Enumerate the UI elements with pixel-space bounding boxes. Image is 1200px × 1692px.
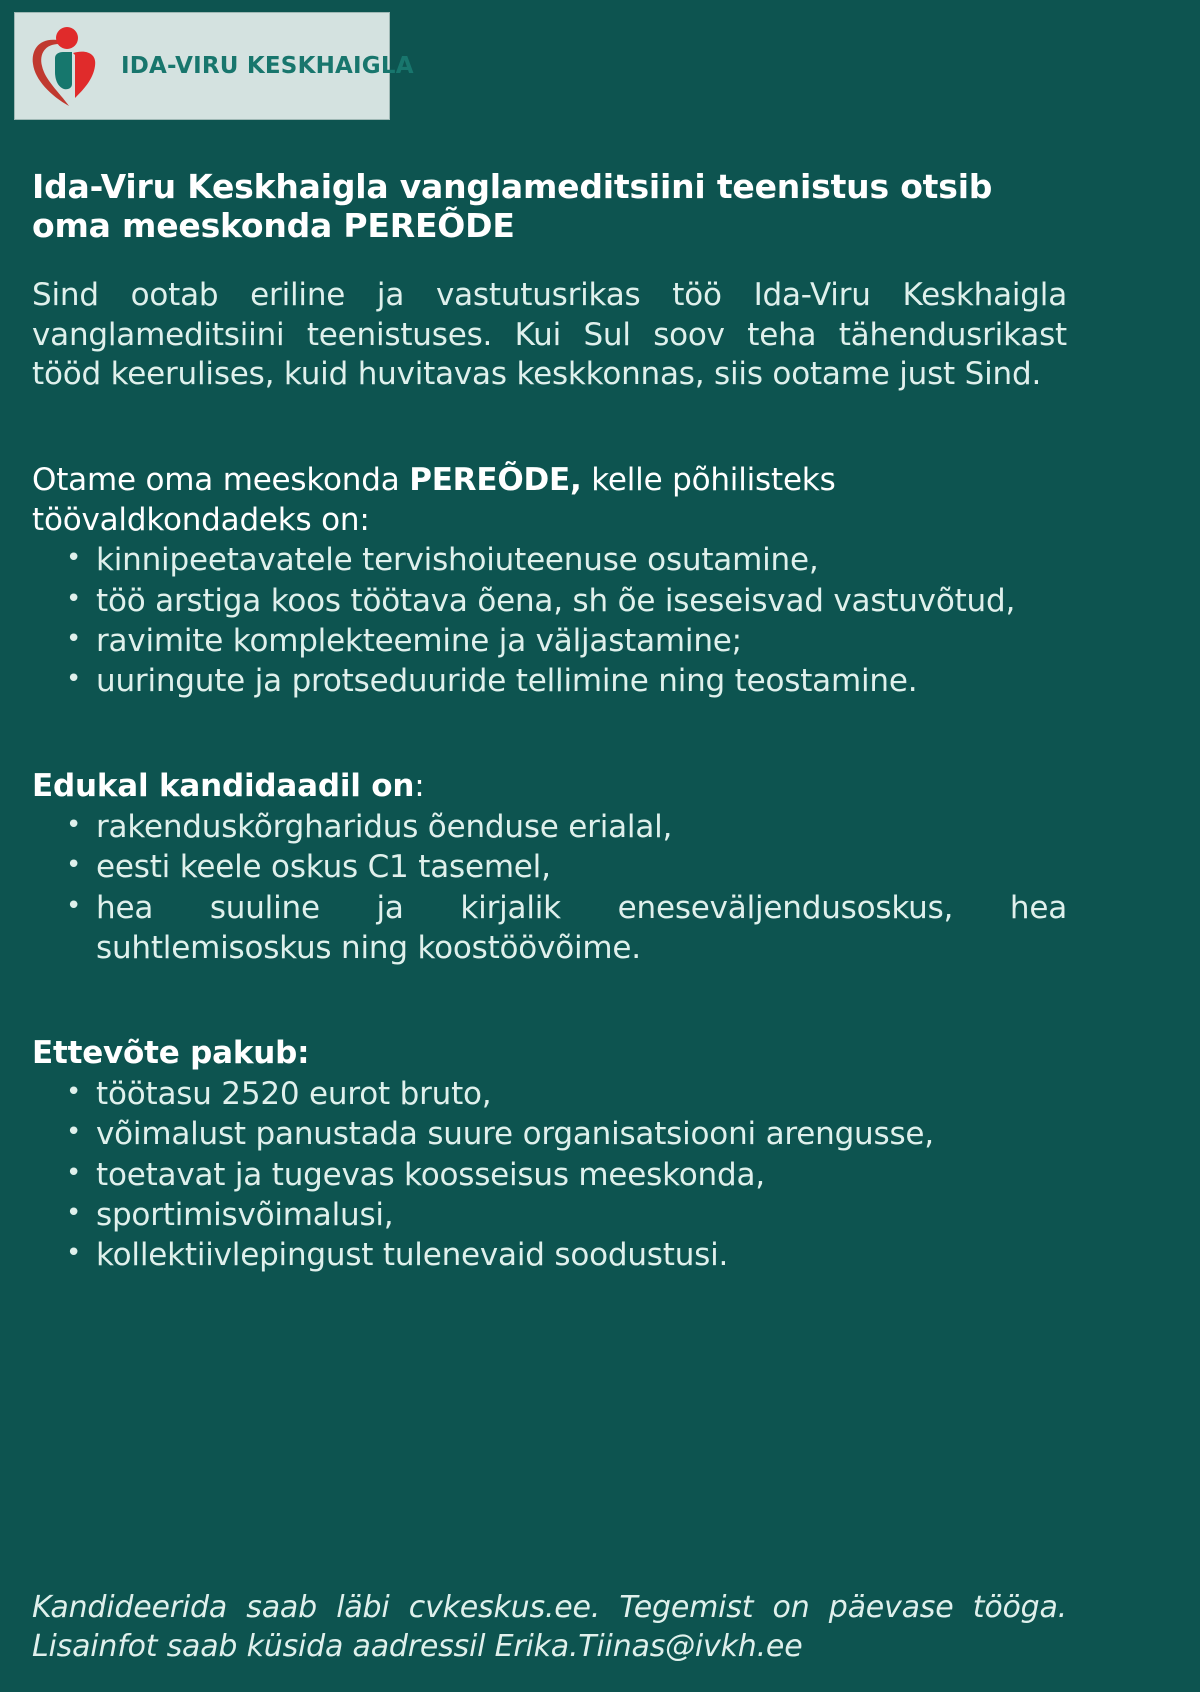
requirements-title-bold: Edukal kandidaadil on — [32, 768, 415, 805]
requirements-title-suffix: : — [414, 768, 425, 805]
tasks-lead — [32, 461, 1067, 540]
offer-title — [32, 1034, 1067, 1074]
hospital-logo-icon — [29, 22, 107, 110]
intro-paragraph: Sind ootab eriline ja vastutusrikas töö Ida-Viru Keskhaigla vanglameditsiini teenistuses. Kui Sul soov teha tähendusrikast tööd keerulises, kuid huvitavas keskkonnas, siis ootame just Sind. — [32, 276, 1067, 393]
application-info — [32, 1588, 1067, 1666]
company-logo-box — [14, 12, 414, 120]
tasks-lead-after: kelle põhilisteks töövaldkondadeks on: — [32, 461, 836, 538]
list-item: • toetavat ja tugevas koosseisus meeskonda, — [96, 1155, 1067, 1195]
contact-email-text: Lisainfot saab küsida aadressil Erika.Tiinas@ivkh.ee — [32, 1629, 803, 1664]
spacer — [32, 701, 1067, 767]
tasks-lead-before: Otame oma meeskonda — [32, 461, 410, 498]
offer-bullet-list — [32, 1074, 1067, 1275]
list-item: • kollektiivlepingust tulenevaid soodustusi. — [96, 1235, 1067, 1275]
company-wordmark: IDA-VIRU KESKHAIGLA — [121, 53, 414, 79]
requirements-bullet-list — [32, 807, 1067, 968]
list-item: • töö arstiga koos töötava õena, sh õe iseseisvad vastuvõtud, — [96, 581, 1067, 621]
requirements-title — [32, 767, 1067, 807]
tasks-lead-bold: PEREÕDE, — [409, 461, 582, 498]
application-channel-text: Kandideerida saab läbi cvkeskus.ee. Tegemist on päevase tööga. — [32, 1590, 1067, 1625]
list-item: • eesti keele oskus C1 tasemel, — [96, 847, 1067, 887]
list-item: • võimalust panustada suure organisatsiooni arengusse, — [96, 1114, 1067, 1154]
list-item: • töötasu 2520 eurot bruto, — [96, 1074, 1067, 1114]
poster-content — [32, 168, 1067, 1275]
list-item: • uuringute ja protseduuride tellimine ning teostamine. — [96, 661, 1067, 701]
list-item: • hea suuline ja kirjalik eneseväljendusoskus, hea suhtlemisoskus ning koostöövõime. — [96, 888, 1067, 969]
spacer — [32, 968, 1067, 1034]
page-title: Ida-Viru Keskhaigla vanglameditsiini teenistus otsib oma meeskonda PEREÕDE — [32, 167, 993, 245]
list-item: • ravimite komplekteemine ja väljastamine; — [96, 621, 1067, 661]
spacer — [32, 395, 1067, 461]
list-item: • sportimisvõimalusi, — [96, 1195, 1067, 1235]
tasks-bullet-list — [32, 540, 1067, 701]
offer-title-bold: Ettevõte pakub: — [32, 1035, 310, 1072]
list-item: • kinnipeetavatele tervishoiuteenuse osutamine, — [96, 540, 1067, 580]
list-item: • rakenduskõrgharidus õenduse erialal, — [96, 807, 1067, 847]
